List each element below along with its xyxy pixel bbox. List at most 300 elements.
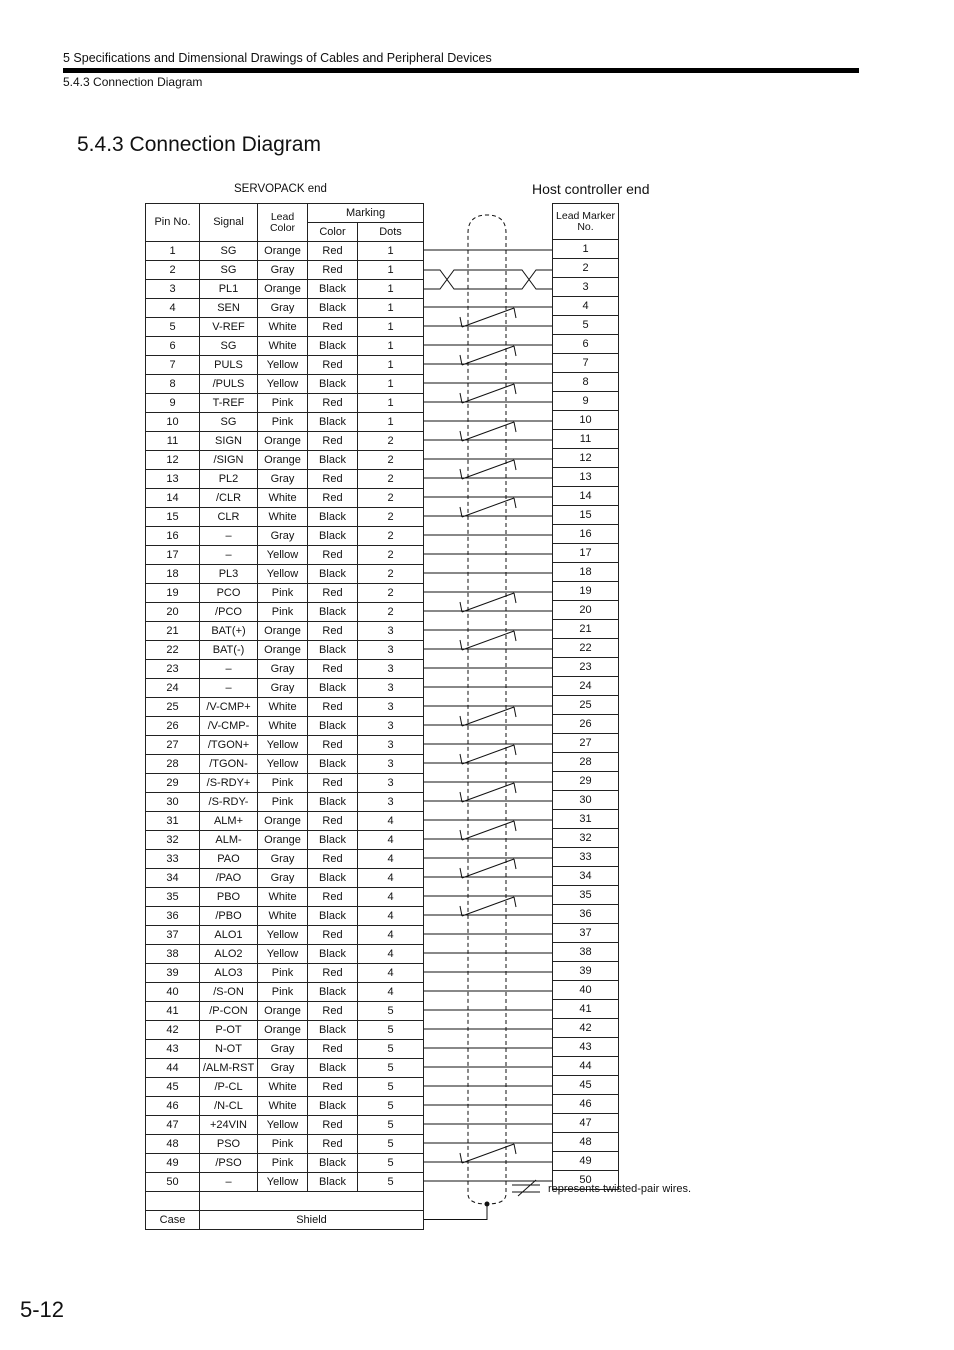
twisted-pair-tick [514, 745, 516, 755]
pin-color-cell: Red [308, 1116, 358, 1135]
pin-dots-cell: 2 [358, 565, 424, 584]
pin-color-cell: Red [308, 394, 358, 413]
pin-dots-cell: 3 [358, 793, 424, 812]
pin-color-cell: Black [308, 869, 358, 888]
pin-lead-cell: Gray [258, 299, 308, 318]
pin-lead-cell: Yellow [258, 1116, 308, 1135]
pin-lead-cell: White [258, 318, 308, 337]
pin-color-cell: Black [308, 1154, 358, 1173]
marker-cell: 46 [553, 1095, 619, 1114]
pin-signal-cell: PL3 [200, 565, 258, 584]
pin-dots-cell: 3 [358, 622, 424, 641]
pin-lead-cell: Yellow [258, 375, 308, 394]
pin-signal-cell: ALM- [200, 831, 258, 850]
pin-color-cell: Black [308, 451, 358, 470]
pin-signal-cell: ALO2 [200, 945, 258, 964]
marker-cell: 37 [553, 924, 619, 943]
twisted-pair-tick [514, 783, 516, 793]
pin-dots-cell: 3 [358, 660, 424, 679]
pin-pin-cell: 42 [146, 1021, 200, 1040]
chapter-header: 5 Specifications and Dimensional Drawings of Cables and Peripheral Devices [63, 51, 492, 65]
dots-header: Dots [358, 223, 424, 242]
pin-signal-cell: /V-CMP- [200, 717, 258, 736]
pin-dots-cell: 4 [358, 812, 424, 831]
marker-cell: 9 [553, 392, 619, 411]
marker-cell: 41 [553, 1000, 619, 1019]
pin-dots-cell: 5 [358, 1002, 424, 1021]
twisted-pair-tick [514, 346, 516, 356]
pin-dots-cell: 4 [358, 926, 424, 945]
pin-color-cell: Red [308, 926, 358, 945]
legend-text: represents twisted-pair wires. [548, 1183, 692, 1195]
pin-lead-cell: White [258, 337, 308, 356]
pin-color-cell: Red [308, 964, 358, 983]
pin-pin-cell: 49 [146, 1154, 200, 1173]
pin-pin-cell: 10 [146, 413, 200, 432]
pin-pin-cell: 38 [146, 945, 200, 964]
pin-pin-cell: 36 [146, 907, 200, 926]
pin-color-cell: Red [308, 1078, 358, 1097]
pin-color-cell: Red [308, 584, 358, 603]
marker-cell: 12 [553, 449, 619, 468]
page-title: 5.4.3 Connection Diagram [77, 133, 321, 156]
pin-color-cell: Red [308, 622, 358, 641]
pin-signal-cell: /P-CL [200, 1078, 258, 1097]
pin-dots-cell: 5 [358, 1154, 424, 1173]
pin-pin-cell: 31 [146, 812, 200, 831]
pin-color-cell: Black [308, 793, 358, 812]
twisted-pair-tick [514, 384, 516, 394]
marker-cell: 45 [553, 1076, 619, 1095]
pin-lead-cell: Yellow [258, 1173, 308, 1192]
marker-cell: 36 [553, 905, 619, 924]
pin-color-cell: Black [308, 565, 358, 584]
shield-connection-dot [485, 1202, 490, 1207]
pin-color-cell: Black [308, 907, 358, 926]
pin-pin-cell: 9 [146, 394, 200, 413]
pin-dots-cell: 2 [358, 451, 424, 470]
pin-pin-cell: 23 [146, 660, 200, 679]
pin-dots-cell: 5 [358, 1059, 424, 1078]
pin-lead-cell: Pink [258, 983, 308, 1002]
pin-lead-cell: Yellow [258, 546, 308, 565]
legend-twist-icon [518, 1180, 536, 1196]
pin-dots-cell: 1 [358, 375, 424, 394]
pin-dots-cell: 4 [358, 888, 424, 907]
twisted-pair-tick [514, 631, 516, 641]
pin-dots-cell: 2 [358, 546, 424, 565]
pin-dots-cell: 5 [358, 1135, 424, 1154]
twisted-pair-tick [514, 308, 516, 318]
page-number: 5-12 [20, 1297, 65, 1322]
twisted-pair-tick [514, 1144, 516, 1154]
marker-cell: 49 [553, 1152, 619, 1171]
pin-color-cell: Black [308, 1059, 358, 1078]
pin-signal-cell: BAT(+) [200, 622, 258, 641]
pin-dots-cell: 1 [358, 299, 424, 318]
pin-pin-cell: 43 [146, 1040, 200, 1059]
marker-cell: 6 [553, 335, 619, 354]
pin-signal-cell: ALO3 [200, 964, 258, 983]
pin-color-cell: Red [308, 318, 358, 337]
lead-marker-header-text: Lead Marker No. [556, 209, 615, 233]
pin-color-cell: Red [308, 888, 358, 907]
pin-pin-cell: 25 [146, 698, 200, 717]
pin-signal-cell: /PBO [200, 907, 258, 926]
pin-lead-cell: Pink [258, 413, 308, 432]
pin-signal-cell: – [200, 1173, 258, 1192]
pin-dots-cell: 4 [358, 831, 424, 850]
pin-signal-cell: /P-CON [200, 1002, 258, 1021]
pin-color-cell: Red [308, 774, 358, 793]
pin-signal-cell: PBO [200, 888, 258, 907]
pin-dots-cell: 1 [358, 280, 424, 299]
pin-pin-cell: 21 [146, 622, 200, 641]
marker-cell: 31 [553, 810, 619, 829]
crossed-wire [424, 270, 552, 289]
pin-pin-cell: 44 [146, 1059, 200, 1078]
marker-cell: 10 [553, 411, 619, 430]
pin-dots-cell: 1 [358, 356, 424, 375]
twisted-pair-diagonal [462, 631, 514, 650]
marker-cell: 47 [553, 1114, 619, 1133]
marker-cell: 30 [553, 791, 619, 810]
marker-cell: 43 [553, 1038, 619, 1057]
pin-color-cell: Red [308, 489, 358, 508]
pin-lead-cell: White [258, 717, 308, 736]
pin-signal-cell: /TGON+ [200, 736, 258, 755]
marker-cell: 26 [553, 715, 619, 734]
pin-signal-cell: T-REF [200, 394, 258, 413]
pin-pin-cell: 14 [146, 489, 200, 508]
pin-lead-cell: Orange [258, 812, 308, 831]
pin-pin-cell: 4 [146, 299, 200, 318]
pin-color-cell: Black [308, 299, 358, 318]
pin-pin-cell: 7 [146, 356, 200, 375]
pin-dots-cell: 1 [358, 261, 424, 280]
pin-lead-cell: Pink [258, 1154, 308, 1173]
pin-pin-cell: 32 [146, 831, 200, 850]
pin-lead-cell: Yellow [258, 736, 308, 755]
pin-color-cell: Black [308, 945, 358, 964]
marker-cell: 27 [553, 734, 619, 753]
pin-lead-cell: Yellow [258, 755, 308, 774]
pin-dots-cell: 2 [358, 508, 424, 527]
pin-pin-cell: 47 [146, 1116, 200, 1135]
marker-cell: 24 [553, 677, 619, 696]
pin-lead-cell: Pink [258, 584, 308, 603]
twisted-pair-tick [514, 707, 516, 717]
pin-signal-cell: ALM+ [200, 812, 258, 831]
pin-lead-cell: Gray [258, 1040, 308, 1059]
pin-color-cell: Red [308, 470, 358, 489]
twisted-pair-diagonal [462, 498, 514, 517]
pin-dots-cell: 3 [358, 717, 424, 736]
twisted-pair-diagonal [462, 422, 514, 441]
marker-cell: 42 [553, 1019, 619, 1038]
pin-lead-cell: Orange [258, 451, 308, 470]
marker-cell: 38 [553, 943, 619, 962]
marker-cell: 17 [553, 544, 619, 563]
pin-pin-cell: 37 [146, 926, 200, 945]
pin-signal-cell: SIGN [200, 432, 258, 451]
pin-signal-cell: P-OT [200, 1021, 258, 1040]
marker-cell: 22 [553, 639, 619, 658]
twisted-pair-tick [514, 897, 516, 907]
pin-signal-cell: SG [200, 337, 258, 356]
pin-pin-cell: 45 [146, 1078, 200, 1097]
pin-pin-cell: 17 [146, 546, 200, 565]
pin-lead-cell: White [258, 907, 308, 926]
lead-color-header-text: Lead Color [269, 210, 296, 234]
pin-lead-cell: Orange [258, 622, 308, 641]
pin-color-cell: Black [308, 717, 358, 736]
marker-cell: 32 [553, 829, 619, 848]
marker-cell: 13 [553, 468, 619, 487]
pin-pin-cell: 35 [146, 888, 200, 907]
pin-dots-cell: 4 [358, 869, 424, 888]
pin-pin-cell: 34 [146, 869, 200, 888]
pin-pin-cell: 2 [146, 261, 200, 280]
pin-lead-cell: White [258, 888, 308, 907]
pin-color-cell: Black [308, 508, 358, 527]
pin-color-cell: Black [308, 413, 358, 432]
pin-lead-cell: Gray [258, 660, 308, 679]
pin-pin-cell: 26 [146, 717, 200, 736]
pin-dots-cell: 2 [358, 489, 424, 508]
marker-cell: 3 [553, 278, 619, 297]
pin-dots-cell: 3 [358, 736, 424, 755]
pin-signal-cell: /TGON- [200, 755, 258, 774]
pin-dots-cell: 5 [358, 1097, 424, 1116]
pin-lead-cell: Pink [258, 793, 308, 812]
marker-cell: 15 [553, 506, 619, 525]
pin-dots-cell: 1 [358, 318, 424, 337]
pin-lead-cell: White [258, 698, 308, 717]
pin-dots-cell: 2 [358, 470, 424, 489]
pin-dots-cell: 3 [358, 641, 424, 660]
marker-cell: 19 [553, 582, 619, 601]
marker-cell: 28 [553, 753, 619, 772]
pin-signal-cell: ALO1 [200, 926, 258, 945]
pin-color-cell: Red [308, 1002, 358, 1021]
pin-pin-cell: 12 [146, 451, 200, 470]
pin-signal-cell: SEN [200, 299, 258, 318]
marker-cell: 23 [553, 658, 619, 677]
pin-dots-cell: 3 [358, 679, 424, 698]
pin-color-cell: Red [308, 432, 358, 451]
marker-cell: 33 [553, 848, 619, 867]
marker-cell: 48 [553, 1133, 619, 1152]
pin-pin-cell: 11 [146, 432, 200, 451]
pin-pin-cell: 50 [146, 1173, 200, 1192]
pin-lead-cell: White [258, 1078, 308, 1097]
pin-signal-cell: SG [200, 242, 258, 261]
pin-color-cell: Black [308, 831, 358, 850]
servopack-end-label: SERVOPACK end [234, 183, 327, 195]
pin-color-cell: Black [308, 603, 358, 622]
pin-color-cell: Red [308, 242, 358, 261]
pin-signal-cell: PULS [200, 356, 258, 375]
pin-lead-cell: Pink [258, 1135, 308, 1154]
pin-color-cell: Red [308, 546, 358, 565]
pin-color-cell: Black [308, 755, 358, 774]
marker-cell: 35 [553, 886, 619, 905]
pin-color-cell: Red [308, 1135, 358, 1154]
pin-dots-cell: 1 [358, 337, 424, 356]
twisted-pair-tick [514, 593, 516, 603]
pin-pin-cell: 15 [146, 508, 200, 527]
marker-cell: 40 [553, 981, 619, 1000]
pin-lead-cell: Yellow [258, 945, 308, 964]
pin-lead-cell: Gray [258, 527, 308, 546]
pin-color-cell: Red [308, 1040, 358, 1059]
pin-lead-cell: Pink [258, 394, 308, 413]
twisted-pair-tick [514, 859, 516, 869]
pin-pin-cell: 20 [146, 603, 200, 622]
pin-dots-cell: 3 [358, 698, 424, 717]
pin-lead-cell: Gray [258, 679, 308, 698]
twisted-pair-diagonal [462, 821, 514, 840]
pin-pin-cell: 13 [146, 470, 200, 489]
pin-signal-cell: /V-CMP+ [200, 698, 258, 717]
section-header: 5.4.3 Connection Diagram [63, 75, 203, 89]
marker-cell: 44 [553, 1057, 619, 1076]
pin-dots-cell: 4 [358, 850, 424, 869]
marker-cell: 21 [553, 620, 619, 639]
pin-lead-cell: Gray [258, 1059, 308, 1078]
pin-dots-cell: 1 [358, 242, 424, 261]
pin-signal-cell: /S-ON [200, 983, 258, 1002]
marker-cell: 50 [553, 1171, 619, 1190]
pin-color-cell: Black [308, 527, 358, 546]
marker-cell: 5 [553, 316, 619, 335]
pin-dots-cell: 4 [358, 983, 424, 1002]
pin-color-cell: Red [308, 698, 358, 717]
marker-cell: 8 [553, 373, 619, 392]
twisted-pair-diagonal [462, 897, 514, 916]
marker-cell: 16 [553, 525, 619, 544]
pin-color-cell: Red [308, 261, 358, 280]
case-label: Case [146, 1211, 200, 1230]
pin-lead-cell: Orange [258, 641, 308, 660]
pin-dots-cell: 5 [358, 1021, 424, 1040]
marker-cell: 39 [553, 962, 619, 981]
marker-cell: 34 [553, 867, 619, 886]
pin-no-header: Pin No. [146, 204, 200, 242]
pin-lead-cell: Pink [258, 774, 308, 793]
pin-dots-cell: 4 [358, 964, 424, 983]
pin-color-cell: Black [308, 1021, 358, 1040]
pin-signal-cell: – [200, 660, 258, 679]
pin-signal-cell: SG [200, 261, 258, 280]
pin-lead-cell: Orange [258, 242, 308, 261]
pin-pin-cell: 19 [146, 584, 200, 603]
pin-signal-cell: /PSO [200, 1154, 258, 1173]
pin-signal-cell: /CLR [200, 489, 258, 508]
pin-signal-cell: PSO [200, 1135, 258, 1154]
pin-pin-cell: 6 [146, 337, 200, 356]
pin-lead-cell: Orange [258, 432, 308, 451]
pin-color-cell: Black [308, 280, 358, 299]
pin-pin-cell: 29 [146, 774, 200, 793]
pin-signal-cell: PCO [200, 584, 258, 603]
shield-ground-wire [424, 1204, 487, 1220]
marker-cell: 18 [553, 563, 619, 582]
pin-pin-cell: 3 [146, 280, 200, 299]
pin-signal-cell: CLR [200, 508, 258, 527]
pin-color-cell: Black [308, 641, 358, 660]
marking-header: Marking [308, 204, 424, 223]
pin-color-cell: Red [308, 850, 358, 869]
pin-dots-cell: 2 [358, 603, 424, 622]
pin-signal-cell: /PCO [200, 603, 258, 622]
pin-lead-cell: Gray [258, 470, 308, 489]
pin-pin-cell: 27 [146, 736, 200, 755]
host-controller-end-label: Host controller end [532, 181, 650, 197]
pin-dots-cell: 3 [358, 774, 424, 793]
pin-dots-cell: 5 [358, 1040, 424, 1059]
pin-pin-cell: 5 [146, 318, 200, 337]
twisted-pair-tick [514, 821, 516, 831]
pin-lead-cell: Gray [258, 869, 308, 888]
pin-color-cell: Red [308, 736, 358, 755]
pin-color-cell: Red [308, 812, 358, 831]
pin-color-cell: Black [308, 375, 358, 394]
pin-signal-cell: /ALM-RST [200, 1059, 258, 1078]
pin-lead-cell: White [258, 489, 308, 508]
pin-pin-cell: 46 [146, 1097, 200, 1116]
pin-color-cell: Red [308, 660, 358, 679]
pin-signal-cell: /S-RDY- [200, 793, 258, 812]
pin-pin-cell: 39 [146, 964, 200, 983]
marker-cell: 14 [553, 487, 619, 506]
pin-dots-cell: 2 [358, 584, 424, 603]
pin-pin-cell: 16 [146, 527, 200, 546]
pin-signal-cell: /PULS [200, 375, 258, 394]
pin-signal-cell: /N-CL [200, 1097, 258, 1116]
marker-cell: 11 [553, 430, 619, 449]
pin-color-cell: Black [308, 1173, 358, 1192]
pin-lead-cell: Yellow [258, 926, 308, 945]
pin-signal-cell: PL2 [200, 470, 258, 489]
pin-dots-cell: 1 [358, 413, 424, 432]
pin-lead-cell: Pink [258, 964, 308, 983]
pin-signal-cell: V-REF [200, 318, 258, 337]
pin-signal-cell: – [200, 527, 258, 546]
marker-cell: 1 [553, 240, 619, 259]
pin-lead-cell: Orange [258, 1002, 308, 1021]
crossed-wire [424, 270, 552, 289]
marker-cell: 2 [553, 259, 619, 278]
shield-label: Shield [200, 1211, 424, 1230]
pin-lead-cell: White [258, 508, 308, 527]
twisted-pair-tick [514, 422, 516, 432]
pin-signal-cell: /PAO [200, 869, 258, 888]
pin-signal-cell: PL1 [200, 280, 258, 299]
cable-shield-outline [468, 215, 506, 1204]
pin-dots-cell: 5 [358, 1173, 424, 1192]
pin-lead-cell: Orange [258, 280, 308, 299]
pin-pin-cell: 30 [146, 793, 200, 812]
pin-lead-cell: Yellow [258, 565, 308, 584]
pin-dots-cell: 4 [358, 945, 424, 964]
pin-lead-cell: White [258, 1097, 308, 1116]
pin-lead-cell: Yellow [258, 356, 308, 375]
pin-pin-cell: 41 [146, 1002, 200, 1021]
pin-pin-cell: 28 [146, 755, 200, 774]
signal-header: Signal [200, 204, 258, 242]
